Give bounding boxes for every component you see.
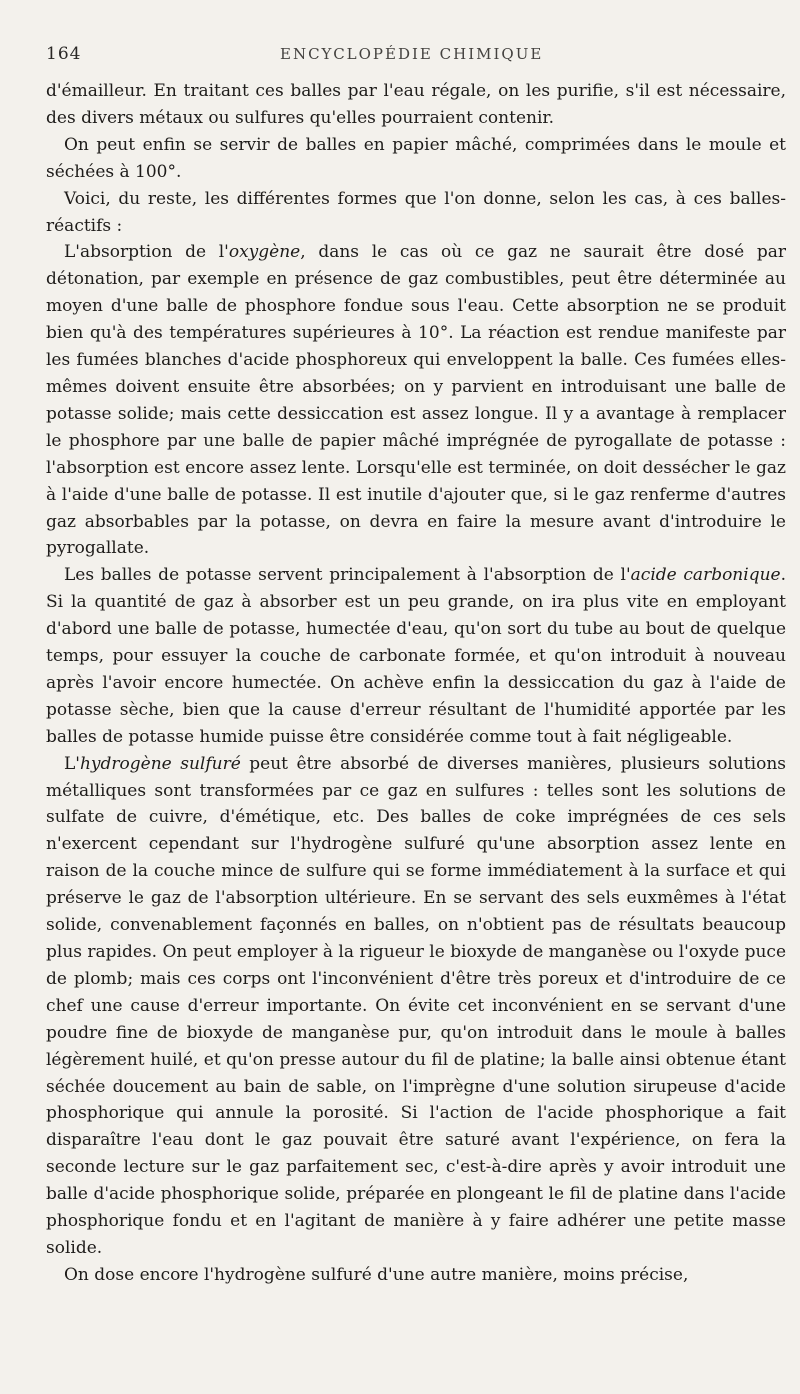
italic-term: hydrogène sulfuré xyxy=(79,753,241,774)
text-segment: peut être absorbé de diverses manières, plusieurs solutions métalliques sont transformées par ce gaz en sulfures : telles sont les solutions de sulfate de cuivre, d'émétique, etc. Des balles de coke imprégnées de ces sels n'exercent cependant sur l'hydrogène sulfuré qu'une absorption assez lente en raison de la couche mince de sulfure qui se forme immédiatement à la surface et qui préserve le gaz de l'absorption ultérieure. En se servant des sels euxmêmes à l'état solide, convenablement façonnés en balles, on n'obtient pas de résultats beaucoup plus rapides. On peut employer à la rigueur le bioxyde de manganèse ou l'oxyde puce de plomb; mais ces corps ont l'inconvénient d'être très poreux et d'introduire de ce chef une cause d'erreur importante. On évite cet inconvénient en se servant d'une poudre fine de bioxyde de manganèse pur, qu'on introduit dans le moule à balles légèrement huilé, et qu'on presse autour du fil de platine; la balle ainsi obtenue étant séchée doucement au bain de sable, on l'imprègne d'une solution sirupeuse d'acide phosphorique qui annule la porosité. Si l'action de l'acide phosphorique a fait disparaître l'eau dont le gaz pouvait être saturé avant l'expérience, on fera la seconde lecture sur le gaz parfaitement sec, c'est-à-dire après y avoir introduit une balle d'acide phosphorique solide, préparée en plongeant le fil de platine dans l'acide phosphorique fondu et en l'agitant de manière à y faire adhérer une petite masse solide. xyxy=(46,753,786,1258)
paragraph xyxy=(46,562,786,750)
paragraph xyxy=(46,132,786,186)
text-segment: On peut enfin se servir de balles en papier mâché, comprimées dans le moule et séchées à 100°. xyxy=(46,134,786,182)
page-number: 164 xyxy=(46,44,82,64)
running-title: ENCYCLOPÉDIE CHIMIQUE xyxy=(280,45,544,63)
paragraph xyxy=(46,78,786,132)
text-segment: Voici, du reste, les différentes formes que l'on donne, selon les cas, à ces balles-réactifs : xyxy=(46,188,786,236)
text-segment: , dans le cas où ce gaz ne saurait être dosé par détonation, par exemple en présence de gaz combustibles, peut être déterminée au moyen d'une balle de phosphore fondue sous l'eau. Cette absorption ne se produit bien qu'à des températures supérieures à 10°. La réaction est rendue manifeste par les fumées blanches d'acide phosphoreux qui enveloppent la balle. Ces fumées elles-mêmes doivent ensuite être absorbées; on y parvient en introduisant une balle de potasse solide; mais cette dessiccation est assez longue. Il y a avantage à remplacer le phosphore par une balle de papier mâché imprégnée de pyrogallate de potasse : l'absorption est encore assez lente. Lorsqu'elle est terminée, on doit dessécher le gaz à l'aide d'une balle de potasse. Il est inutile d'ajouter que, si le gaz renferme d'autres gaz absorbables par la potasse, on devra en faire la mesure avant d'introduire le pyrogallate. xyxy=(46,242,786,559)
paragraph xyxy=(46,239,786,562)
italic-term: oxygène xyxy=(228,242,301,263)
paragraph xyxy=(46,1262,786,1289)
text-segment: . Si la quantité de gaz à absorber est un peu grande, on ira plus vite en employant d'abord une balle de potasse, humectée d'eau, qu'on sort du tube au bout de quelque temps, pour essuyer la couche de carbonate formée, et qu'on introduit à nouveau après l'avoir encore humectée. On achève enfin la dessiccation du gaz à l'aide de potasse sèche, bien que la cause d'erreur résultant de l'humidité apportée par les balles de potasse humide puisse être considérée comme tout à fait négligeable. xyxy=(46,565,786,747)
paragraph xyxy=(46,751,786,1262)
paragraph xyxy=(46,186,786,240)
text-segment: On dose encore l'hydrogène sulfuré d'une autre manière, moins précise, xyxy=(64,1264,689,1285)
text-segment: d'émailleur. En traitant ces balles par l'eau régale, on les purifie, s'il est nécessaire, des divers métaux ou sulfures qu'elles pourraient contenir. xyxy=(46,81,786,128)
body-text xyxy=(46,78,786,1289)
text-segment: L'absorption de l' xyxy=(64,242,229,263)
italic-term: acide carbonique xyxy=(630,565,781,586)
running-head xyxy=(46,36,786,78)
text-segment: L' xyxy=(64,753,80,774)
text-segment: Les balles de potasse servent principalement à l'absorption de l' xyxy=(64,565,631,586)
